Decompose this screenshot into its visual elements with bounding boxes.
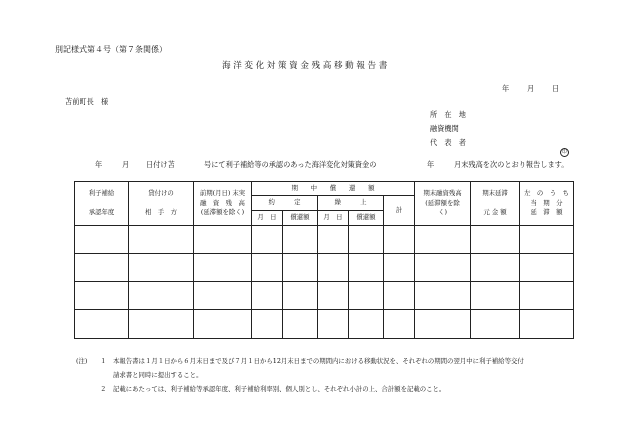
period-repayment-header: 期 中 償 還 額: [252, 182, 415, 196]
scheduled-amount-header: 償還額: [283, 211, 318, 226]
table-row: [75, 310, 574, 339]
notes-label: (注): [76, 357, 88, 365]
form-id: 別記様式第４号（第７条関係）: [55, 45, 167, 54]
advance-header: 繰 上: [318, 196, 384, 211]
advance-date-header: 月 日: [318, 211, 349, 226]
col-borrower-header: 貸付けの 相 手 方: [129, 182, 194, 226]
date-month-label: 月: [527, 84, 535, 93]
date-year-label: 年: [502, 84, 510, 93]
seal-icon: 印: [560, 138, 569, 157]
note-1-continuation: 請求書と同時に提出すること。: [113, 371, 203, 379]
note-1-number: １: [100, 357, 107, 365]
note-2-text: 記載にあたっては、利子補給等承認年度、利子補給利率別、個人別とし、それぞれ小計の上、合計額を記載のこと。: [113, 385, 446, 393]
advance-amount-header: 償還額: [349, 211, 384, 226]
page-title: 海洋変化対策資金残高移動報告書: [222, 61, 390, 71]
intro-year2: 年: [427, 160, 435, 169]
table-row: [75, 254, 574, 282]
intro-day-ref: 日付け苫: [146, 160, 175, 169]
col-approval-year-header: 利子補給 承認年度: [75, 182, 129, 226]
col-overdue-header: 期末延滞 元 金 額: [471, 182, 520, 226]
address-label: 所 在 地: [430, 110, 466, 119]
col-end-balance-header: 期末融資残高 (延滞額を除 く): [415, 182, 471, 226]
representative-label: 代 表 者: [430, 138, 466, 147]
note-1-text: 本報告書は１月１日から６月末日まで及び７月１日から12月末日までの期間内における移動状況を、それぞれの期間の翌月中に利子補給等交付: [113, 357, 524, 365]
intro-approval: 号にて利子補給等の承認のあった海洋変化対策資金の: [204, 160, 377, 169]
table-row: [75, 226, 574, 254]
intro-year: 年: [95, 160, 103, 169]
scheduled-header: 約 定: [252, 196, 318, 211]
date-day-label: 日: [552, 84, 560, 93]
total-header: 計: [384, 196, 415, 226]
intro-month: 月: [122, 160, 130, 169]
scheduled-date-header: 月 日: [252, 211, 283, 226]
intro-tail: 月末残高を次のとおり報告します。: [454, 160, 569, 169]
col-interest-overdue-header: 左 の う ち 当 期 分 延 滞 額: [520, 182, 574, 226]
institution-label: 融資機関: [430, 124, 459, 133]
note-2-number: ２: [100, 385, 107, 393]
table-row: [75, 282, 574, 310]
addressee: 苫前町長 様: [65, 97, 109, 106]
col-prior-balance-header: 前期(月日) 末実 融 資 残 高 (延滞額を除く): [194, 182, 252, 226]
report-table: [74, 181, 574, 339]
